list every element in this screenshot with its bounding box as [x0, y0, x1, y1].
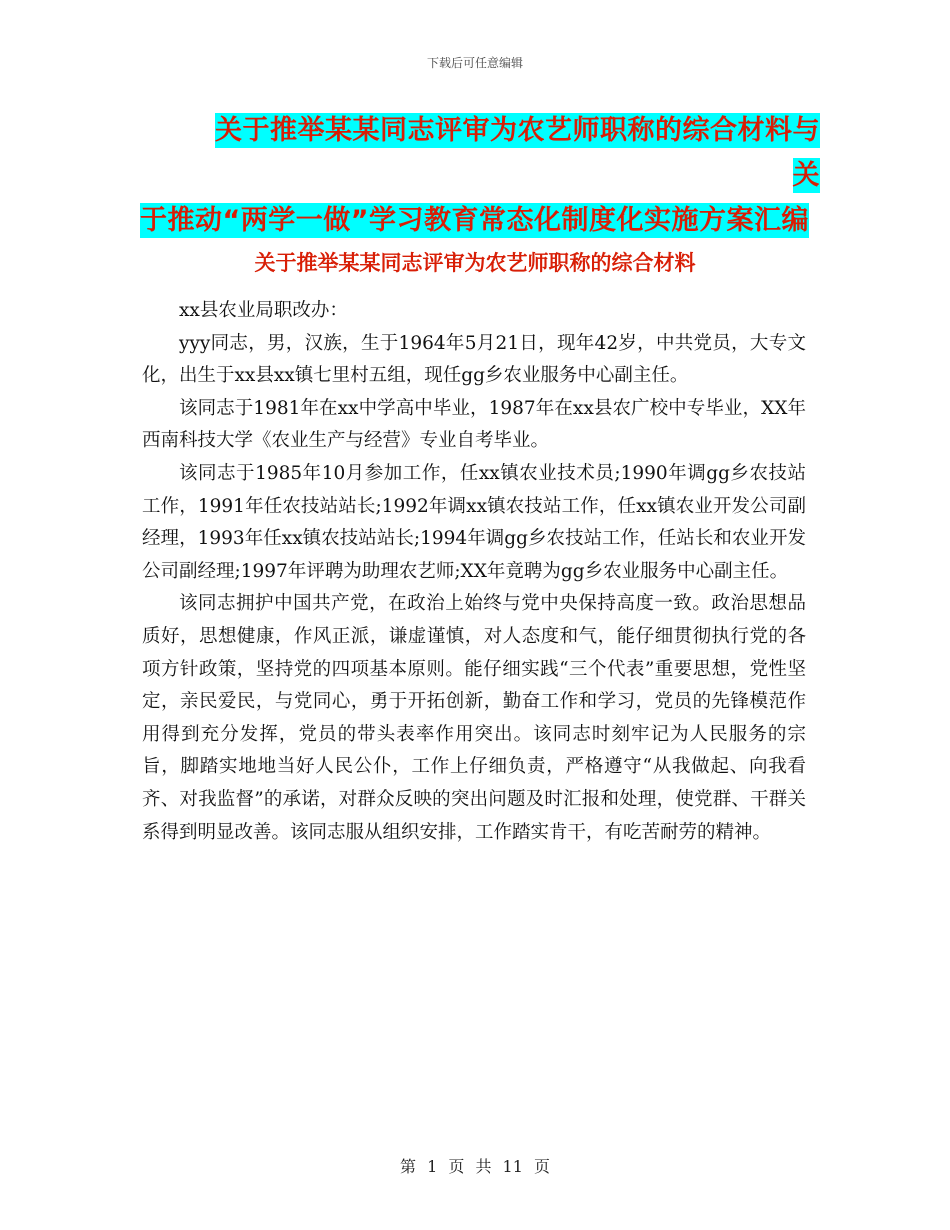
- title-line-1: 关于推举某某同志评审为农艺师职称的综合材料与关: [215, 115, 820, 191]
- header-note: 下载后可任意编辑: [426, 56, 523, 70]
- body-text: [142, 295, 806, 849]
- document-title: [140, 108, 820, 243]
- section-title: 关于推举某某同志评审为农艺师职称的综合材料: [254, 251, 696, 275]
- page-footer: 第 1 页 共 11 页: [400, 1157, 550, 1176]
- salutation: xx县农业局职改办：: [179, 300, 348, 321]
- paragraph: 该同志拥护中国共产党，在政治上始终与党中央保持高度一致。政治思想品质好，思想健康，作风正派，谦虚谨慎，对人态度和气，能仔细贯彻执行党的各项方针政策，坚持党的四项基本原则。能仔细实践“三个代表”重要思想，党性坚定，亲民爱民，与党同心，勇于开拓创新，勤奋工作和学习，党员的先锋模范作用得到充分发挥，党员的带头表率作用突出。该同志时刻牢记为人民服务的宗旨，脚踏实地地当好人民公仆，工作上仔细负责，严格遵守“从我做起、向我看齐、对我监督”的承诺，对群众反映的突出问题及时汇报和处理，使党群、干群关系得到明显改善。该同志服从组织安排，工作踏实肯干，有吃苦耐劳的精神。: [142, 593, 806, 843]
- paragraph: 该同志于1985年10月参加工作，任xx镇农业技术员;1990年调gg乡农技站工作，1991年任农技站站长;1992年调xx镇农技站工作，任xx镇农业开发公司副经理，1993年任xx镇农技站站长;1994年调gg乡农技站工作，任站长和农业开发公司副经理;1997年评聘为助理农艺师;XX年竟聘为gg乡农业服务中心副主任。: [142, 462, 806, 582]
- title-line-2: 于推动“两学一做”学习教育常态化制度化实施方案汇编: [140, 205, 809, 236]
- paragraph: 该同志于1981年在xx中学高中毕业，1987年在xx县农广校中专毕业，XX年西南科技大学《农业生产与经营》专业自考毕业。: [142, 397, 806, 452]
- paragraph: yyy同志，男，汉族，生于1964年5月21日，现年42岁，中共党员，大专文化，出生于xx县xx镇七里村五组，现任gg乡农业服务中心副主任。: [142, 332, 806, 387]
